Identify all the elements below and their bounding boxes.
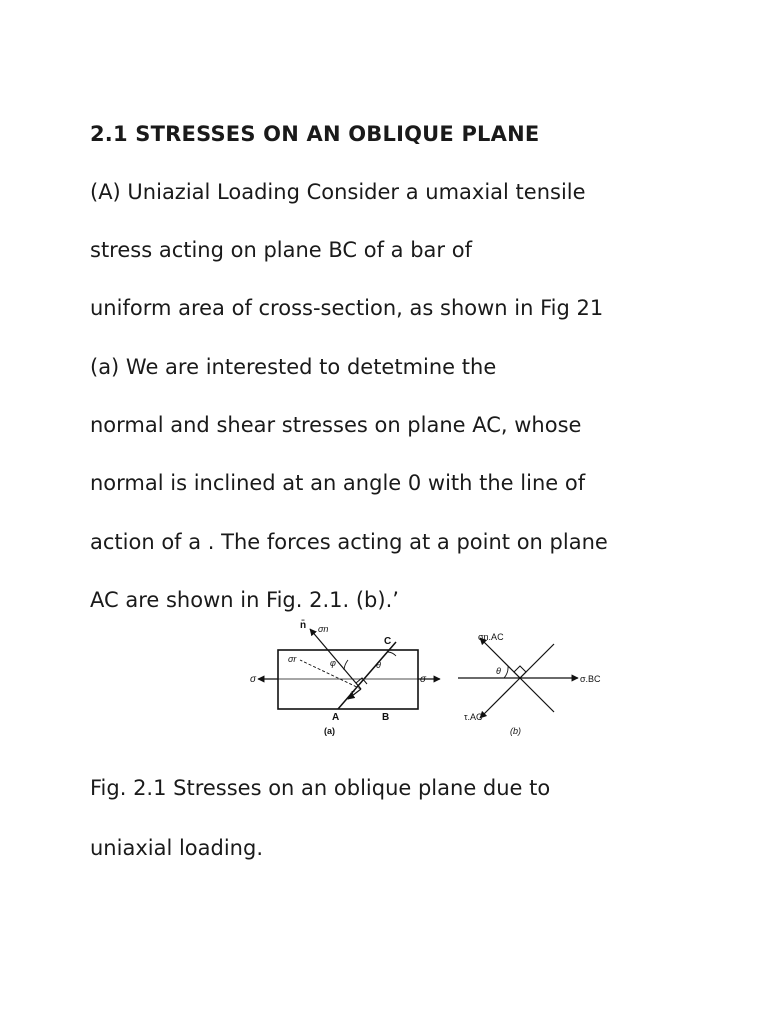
- theta-label: θ: [376, 660, 381, 670]
- sigma-left-label: σ: [250, 674, 257, 685]
- body-line: stress acting on plane BC of a bar of: [90, 238, 472, 262]
- theta-arc: [388, 652, 396, 656]
- sigma-right-label: σ: [420, 674, 427, 685]
- part-b-caption: (b): [510, 726, 521, 736]
- phi-label: φ: [330, 658, 336, 668]
- body-line: uniform area of cross-section, as shown in Fig 21: [90, 296, 604, 320]
- oblique-plane-ac: [338, 642, 396, 709]
- sigma-bc-label: σ.BC: [580, 674, 601, 684]
- phi-arc: [344, 660, 348, 670]
- body-line: normal is inclined at an angle 0 with the line of: [90, 471, 586, 495]
- caption-line: uniaxial loading.: [90, 836, 263, 860]
- body-line: (a) We are interested to detetmine the: [90, 355, 497, 379]
- theta-label-b: θ: [496, 666, 501, 676]
- body-line: AC are shown in Fig. 2.1. (b).’: [90, 588, 399, 612]
- point-a-label: A: [332, 712, 340, 723]
- crossing-line-lower: [520, 678, 554, 712]
- point-b-label: B: [382, 712, 390, 723]
- body-line: normal and shear stresses on plane AC, whose: [90, 413, 582, 437]
- tau-ac-arrow: [480, 678, 520, 718]
- figure-part-a: [250, 619, 440, 736]
- normal-label: n̄: [300, 620, 307, 631]
- part-a-caption: (a): [324, 726, 335, 736]
- tau-label: τ: [351, 688, 355, 698]
- bar-rectangle: [278, 650, 418, 709]
- caption-line: Fig. 2.1 Stresses on an oblique plane due to: [90, 776, 551, 800]
- figure-part-b: [458, 632, 601, 736]
- body-line: (A) Uniazial Loading Consider a umaxial tensile: [90, 180, 586, 204]
- point-c-label: C: [384, 636, 392, 647]
- sigma-n-label: σn: [318, 624, 329, 634]
- figure-2-1: [248, 612, 618, 748]
- body-line: action of a . The forces acting at a point on plane: [90, 530, 608, 554]
- stress-diagram: [248, 612, 618, 748]
- theta-arc-b: [504, 666, 508, 678]
- right-angle-box: [514, 666, 526, 678]
- section-heading: 2.1 STRESSES ON AN OBLIQUE PLANE: [90, 122, 540, 146]
- tau-ac-label: τ.AC: [464, 712, 483, 722]
- sigma-r-label: σr: [288, 654, 297, 664]
- sigma-n-ac-label: σn.AC: [478, 632, 504, 642]
